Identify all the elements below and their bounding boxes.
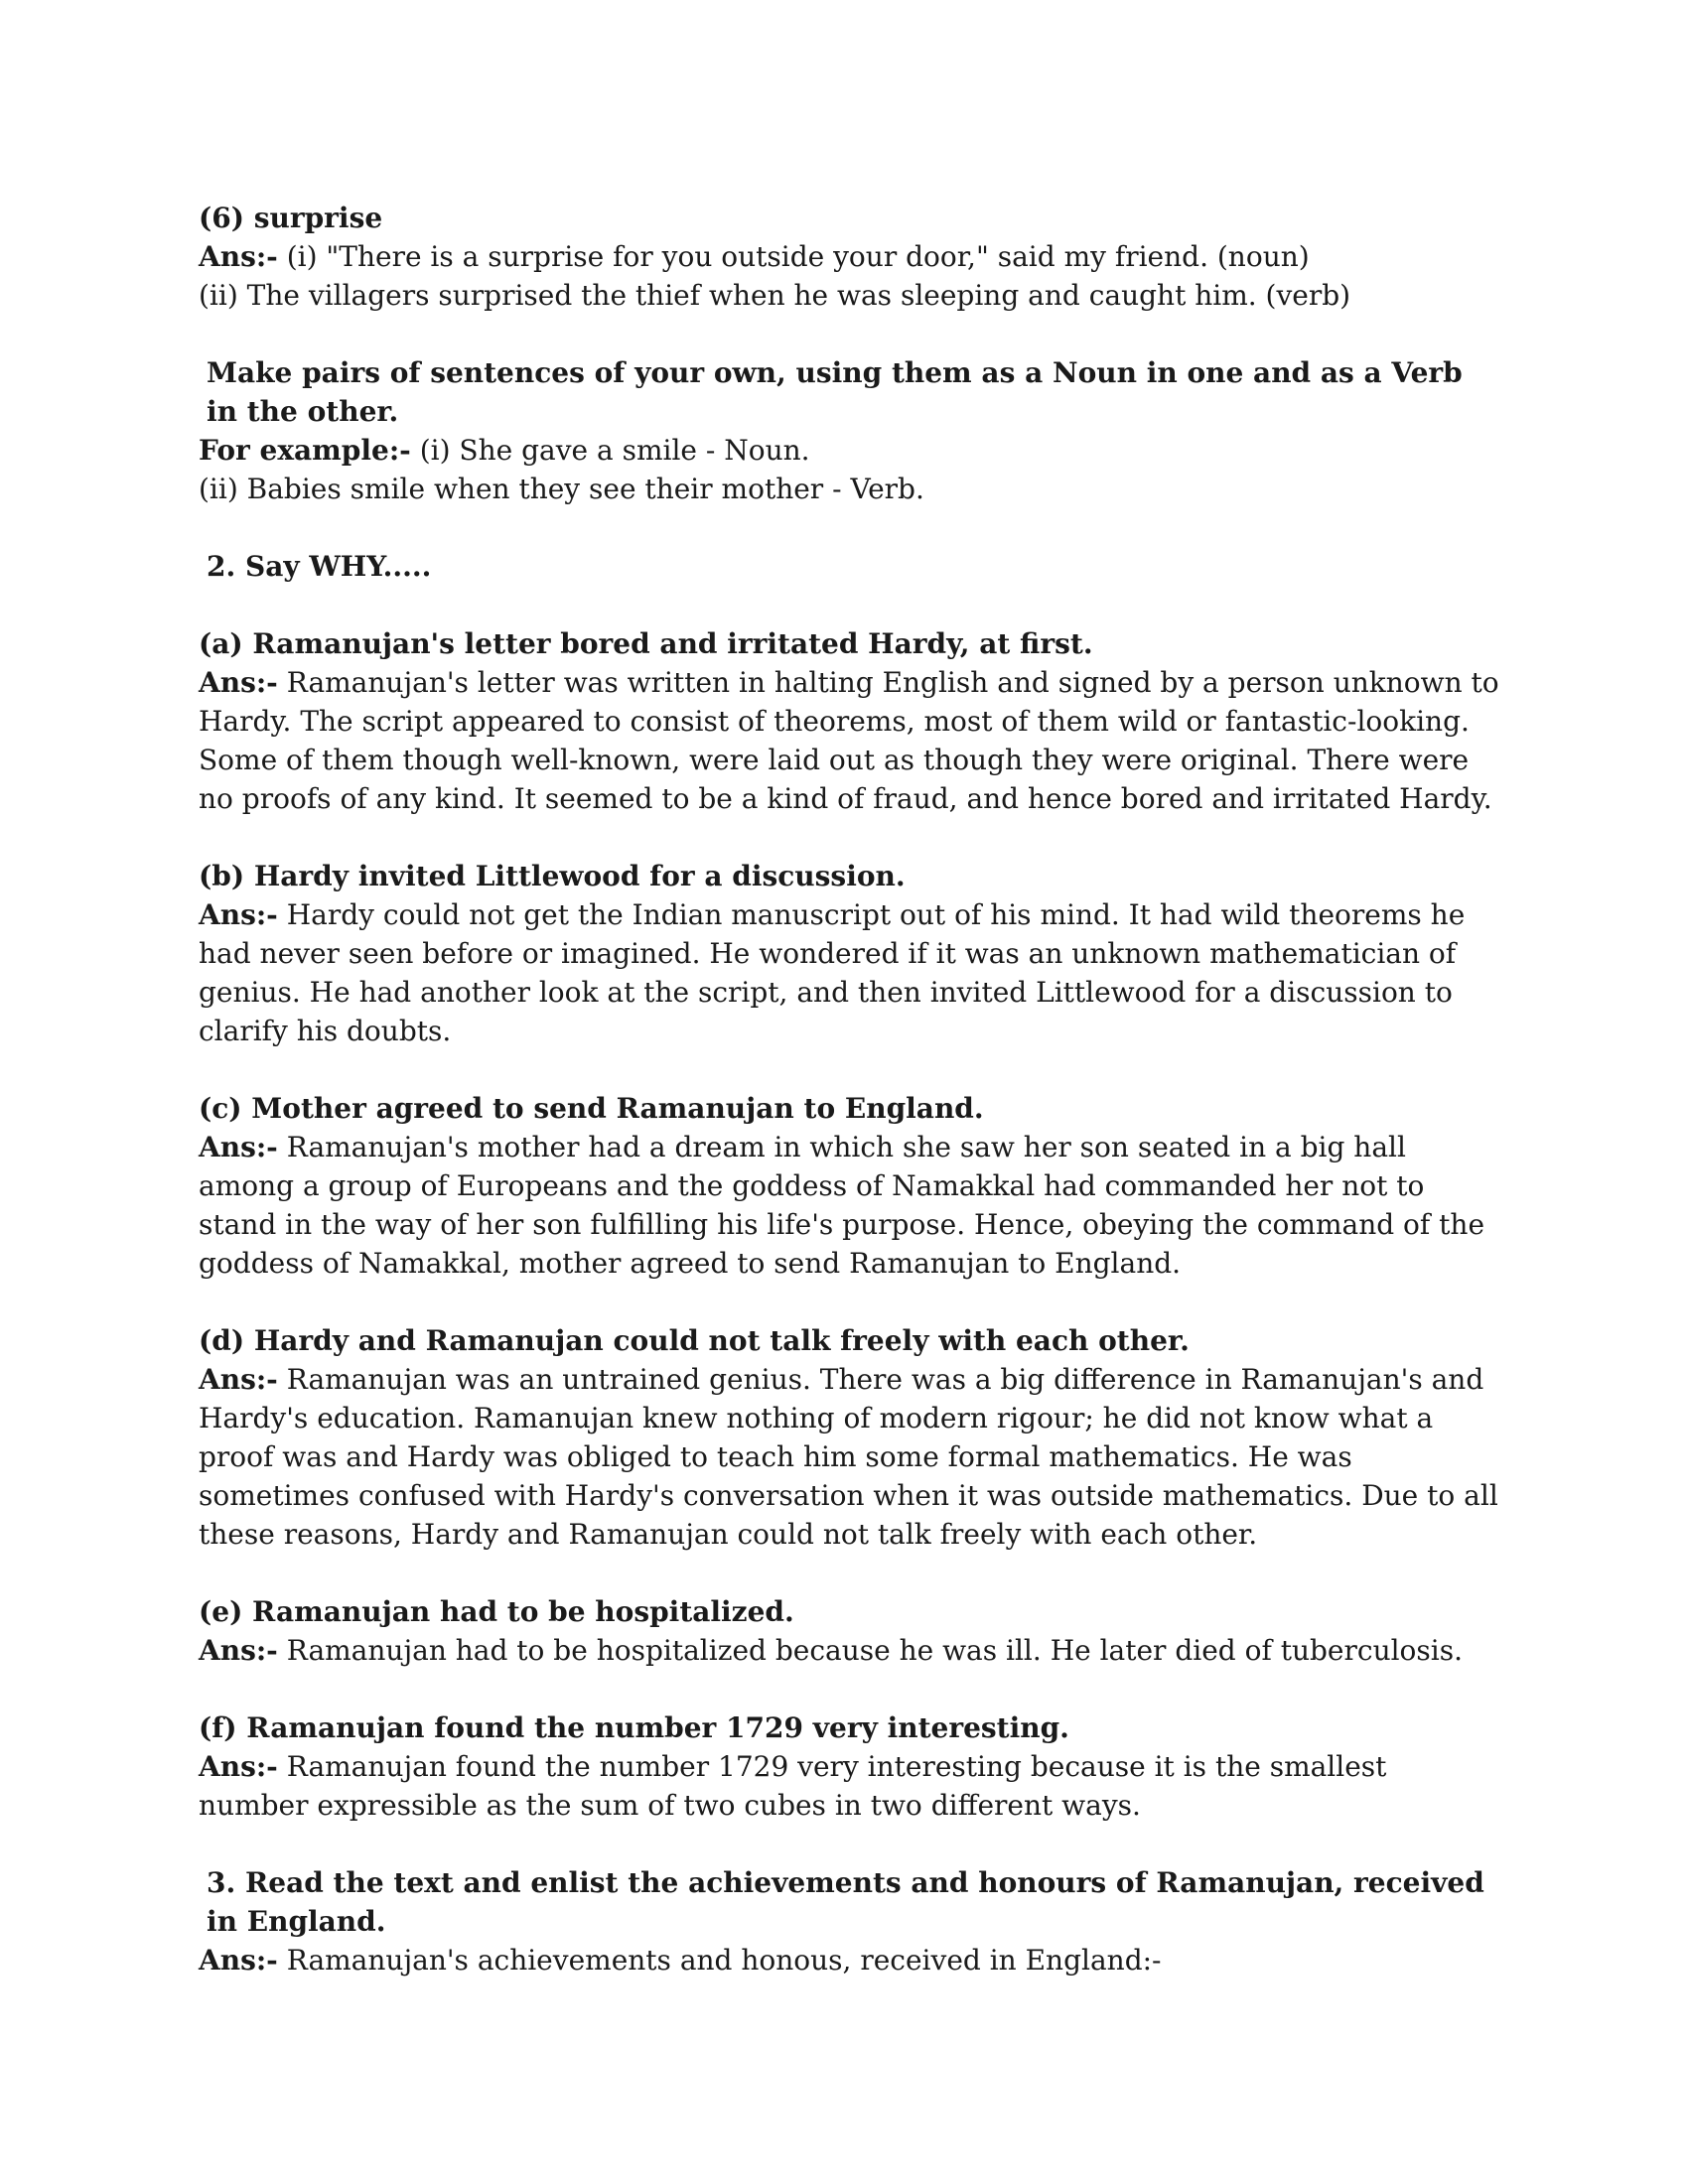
section2-item-b [199, 857, 1499, 1050]
section3-heading: 3. Read the text and enlist the achievements and honours of Ramanujan, received in England. [207, 1866, 1484, 1938]
question: (d) Hardy and Ramanujan could not talk freely with each other. [199, 1324, 1190, 1357]
question: (c) Mother agreed to send Ramanujan to England. [199, 1092, 984, 1125]
answer-text: Ramanujan's achievements and honous, received in England:- [277, 1944, 1162, 1977]
answer-text: Ramanujan found the number 1729 very interesting because it is the smallest number expressible as the sum of two cubes in two different ways. [199, 1750, 1387, 1822]
pairs-example-line2: (ii) Babies smile when they see their mother - Verb. [199, 473, 924, 505]
section2-item-e [199, 1592, 1499, 1670]
question: (a) Ramanujan's letter bored and irritated Hardy, at first. [199, 627, 1093, 660]
example-text: (i) She gave a smile - Noun. [410, 434, 810, 467]
ans-label: Ans:- [199, 1363, 278, 1396]
answer-text: Ramanujan was an untrained genius. There was a big difference in Ramanujan's and Hardy's education. Ramanujan knew nothing of modern rigour; he did not know what a proof was and Hardy was obliged to teach him some formal mathematics. He was sometimes confused with Hardy's conversation when it was outside mathematics. Due to all these reasons, Hardy and Ramanujan could not talk freely with each other. [199, 1363, 1498, 1551]
pairs-example-line1 [199, 431, 1499, 470]
section2-item-d [199, 1321, 1499, 1554]
question: (e) Ramanujan had to be hospitalized. [199, 1595, 794, 1628]
ans-label: Ans:- [199, 898, 278, 931]
q6-answer-line1 [199, 237, 1499, 276]
answer-text: (i) "There is a surprise for you outside your door," said my friend. (noun) [277, 240, 1310, 273]
ans-label: Ans:- [199, 1750, 278, 1783]
q6-heading: (6) surprise [199, 202, 383, 234]
ans-label: Ans:- [199, 1634, 278, 1667]
answer-text: Hardy could not get the Indian manuscript out of his mind. It had wild theorems he had never seen before or imagined. He wondered if it was an unknown mathematician of genius. He had another look at the script, and then invited Littlewood for a discussion to clarify his doubts. [199, 898, 1466, 1047]
answer [199, 895, 1499, 1050]
answer [199, 1360, 1499, 1554]
document-page [199, 199, 1499, 1979]
ans-label: Ans:- [199, 240, 278, 273]
section2-item-f [199, 1708, 1499, 1825]
section2-item-a [199, 624, 1499, 818]
answer-text: Ramanujan's mother had a dream in which she saw her son seated in a big hall among a group of Europeans and the goddess of Namakkal had commanded her not to stand in the way of her son fulfilling his life's purpose. Hence, obeying the command of the goddess of Namakkal, mother agreed to send Ramanujan to England. [199, 1131, 1485, 1280]
section2-item-c [199, 1089, 1499, 1283]
answer-text: Ramanujan had to be hospitalized because he was ill. He later died of tuberculosis. [277, 1634, 1464, 1667]
answer [199, 1747, 1499, 1825]
answer [199, 1128, 1499, 1283]
section3-answer [199, 1941, 1499, 1979]
ans-label: Ans:- [199, 1944, 278, 1977]
pairs-instruction: Make pairs of sentences of your own, using them as a Noun in one and as a Verb in the other. [207, 356, 1463, 428]
ans-label: Ans:- [199, 1131, 278, 1163]
q6-answer-line2: (ii) The villagers surprised the thief when he was sleeping and caught him. (verb) [199, 279, 1351, 312]
answer-text: Ramanujan's letter was written in halting English and signed by a person unknown to Hardy. The script appeared to consist of theorems, most of them wild or fantastic-looking. Some of them though well-known, were laid out as though they were original. There were no proofs of any kind. It seemed to be a kind of fraud, and hence bored and irritated Hardy. [199, 666, 1499, 815]
ans-label: Ans:- [199, 666, 278, 699]
section2-heading: 2. Say WHY..... [207, 550, 432, 583]
answer [199, 663, 1499, 818]
example-label: For example:- [199, 434, 411, 467]
question: (f) Ramanujan found the number 1729 very interesting. [199, 1711, 1069, 1744]
question: (b) Hardy invited Littlewood for a discussion. [199, 860, 906, 892]
answer [199, 1631, 1499, 1670]
